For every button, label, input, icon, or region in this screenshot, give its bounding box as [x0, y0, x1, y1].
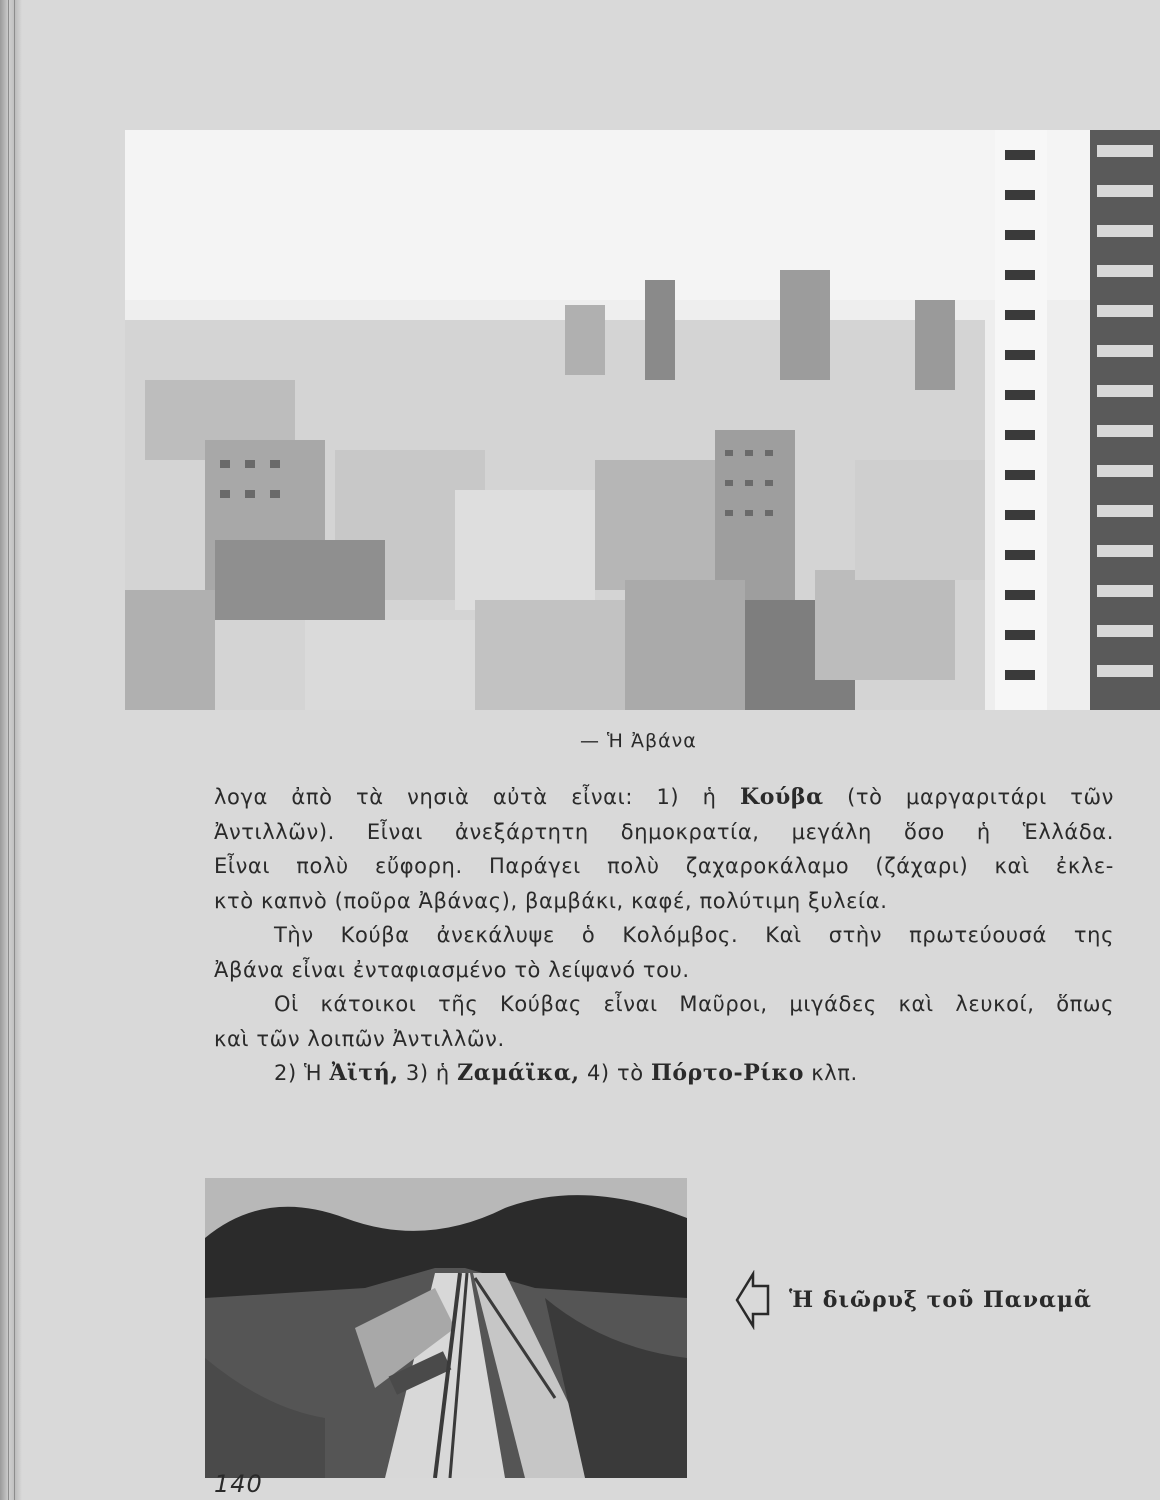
- bold-term-puerto-rico: Πόρτο-Ρίκο: [650, 1060, 804, 1086]
- page-edge-line: [8, 0, 9, 1500]
- text-span: λογα ἀπὸ τὰ νησιὰ αὐτὰ εἶναι: 1) ἡ: [214, 785, 741, 809]
- havana-caption: — Ἡ Ἀβάνα: [580, 730, 697, 752]
- left-arrow-icon: [735, 1270, 771, 1330]
- havana-photo: [125, 130, 1160, 710]
- text-span: 2) Ἡ: [274, 1061, 330, 1085]
- text-span: (τὸ μαργαριτάρι τῶν: [823, 785, 1114, 809]
- bold-term-jamaica: Ζαμάϊκα,: [457, 1060, 580, 1086]
- panama-canal-scene: [205, 1178, 687, 1478]
- text-line: καὶ τῶν λοιπῶν Ἀντιλλῶν.: [214, 1026, 505, 1051]
- panama-canal-photo: [205, 1178, 687, 1478]
- text-span: 4) τὸ: [579, 1061, 651, 1085]
- text-span: κλπ.: [804, 1061, 858, 1085]
- body-text: [214, 780, 1114, 1091]
- page-edge-line: [14, 0, 15, 1500]
- bold-term-cuba: Κούβα: [740, 784, 824, 810]
- havana-cityscape: [125, 130, 1160, 710]
- panama-caption-group: [735, 1270, 1135, 1330]
- text-line: Τὴν Κούβα ἀνεκάλυψε ὁ Κολόμβος. Καὶ στὴν πρωτεύουσά της: [274, 923, 1114, 947]
- text-line: Ἀντιλλῶν). Εἶναι ἀνεξάρτητη δημοκρατία, μεγάλη ὅσο ἡ Ἑλλάδα.: [214, 819, 1114, 844]
- text-line: Ἀβάνα εἶναι ἐνταφιασμένο τὸ λείψανό του.: [214, 957, 690, 982]
- bold-term-haiti: Ἀϊτή,: [329, 1060, 399, 1086]
- text-line: κτὸ καπνὸ (ποῦρα Ἀβάνας), βαμβάκι, καφέ, πολύτιμη ξυλεία.: [214, 888, 888, 913]
- page-edge: [0, 0, 22, 1500]
- text-line: [214, 1056, 1114, 1091]
- text-line: Οἱ κάτοικοι τῆς Κούβας εἶναι Μαῦροι, μιγάδες καὶ λευκοί, ὅπως: [274, 992, 1114, 1016]
- panama-caption: Ἡ διῶρυξ τοῦ Παναμᾶ: [789, 1287, 1092, 1313]
- page-number: 140: [214, 1470, 263, 1498]
- text-line: [214, 780, 1114, 815]
- text-line: Εἶναι πολὺ εὔφορη. Παράγει πολὺ ζαχαροκάλαμο (ζάχαρι) καὶ ἐκλε-: [214, 854, 1114, 878]
- text-span: 3) ἡ: [398, 1061, 458, 1085]
